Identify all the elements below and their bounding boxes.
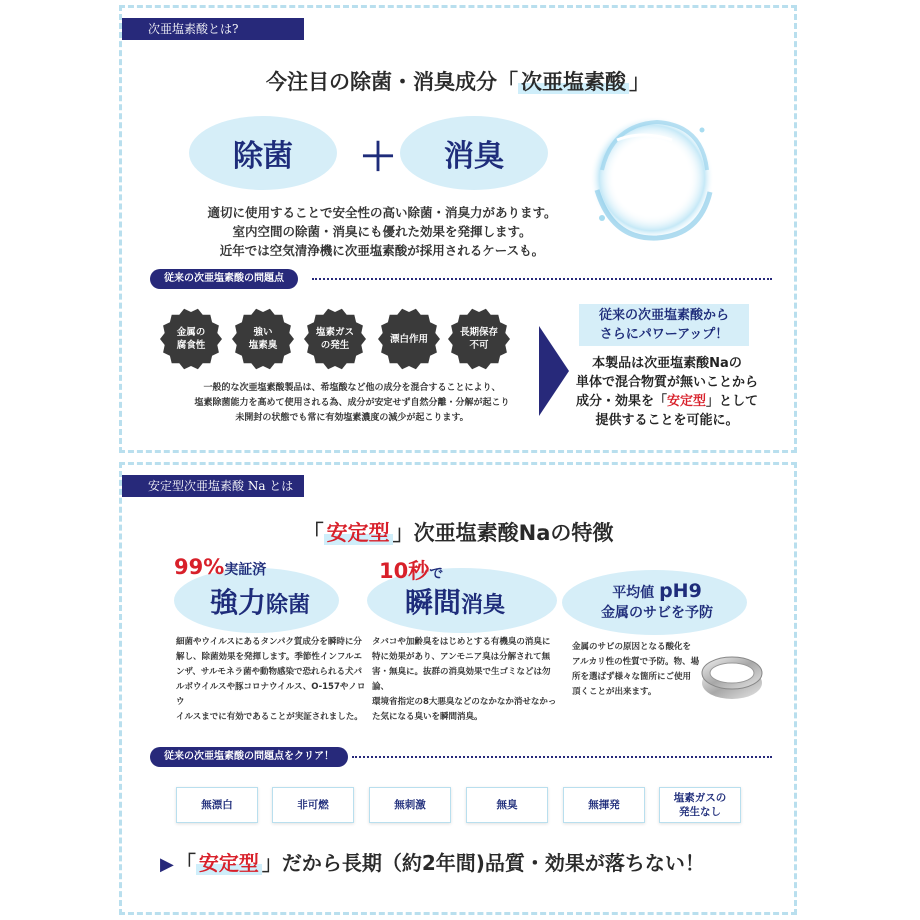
feature-title: 瞬間消臭 xyxy=(405,586,506,619)
headline-highlight: 次亜塩素酸 xyxy=(518,70,629,94)
problem-badge xyxy=(232,308,294,370)
plus-icon: ＋ xyxy=(359,135,398,179)
headline-suffix: 」 xyxy=(629,70,650,94)
description: 適切に使用することで安全性の高い除菌・消臭力があります。 室内空間の除菌・消臭にも優れた効果を発揮します。 近年では空気清浄機に次亜塩素酸が採用されるケースも。 xyxy=(207,205,557,258)
problem-badge xyxy=(160,308,222,370)
panel-what-is-hypochlorous xyxy=(119,5,797,453)
problem-badge-label: 塩素ガス の発生 xyxy=(315,327,354,351)
benefit-pill: 無揮発 xyxy=(563,787,645,823)
problem-badge-label: 漂白作用 xyxy=(389,333,428,345)
benefit-pill: 無刺激 xyxy=(369,787,451,823)
bottom-statement: ▶ 「 安定型 」だから長期（約2年間)品質・効果が落ちない！ xyxy=(160,851,705,875)
feature-text: タバコや加齢臭をはじめとする有機臭の消臭に 特に効果があり、アンモニア臭は分解されて無 害・無臭に。抜群の消臭効果で生ゴミなどは勿論、 環境省指定の8大悪臭などのなかなか消せなかっ た気になる臭いを瞬間消臭。 xyxy=(372,637,557,722)
feature-claim: 10秒で xyxy=(379,559,444,583)
problems-label: 従来の次亜塩素酸の問題点 xyxy=(150,269,298,289)
problem-badge-label: 強い 塩素臭 xyxy=(248,327,278,351)
feature-title: 強力除菌 xyxy=(210,586,311,619)
section-tag: 安定型次亜塩素酸 Na とは xyxy=(122,475,304,497)
product-description: 本製品は次亜塩素酸Naの 単体で混合物質が無いことから 成分・効果を「安定型」として 提供することを可能に。 xyxy=(575,356,759,428)
benefit-pill: 無漂白 xyxy=(176,787,258,823)
clear-label: 従来の次亜塩素酸の問題点をクリア！ xyxy=(150,747,348,767)
problem-badge-label: 長期保存 不可 xyxy=(459,327,498,351)
bubble-deodorize: 消臭 xyxy=(400,116,548,190)
problems-text: 一般的な次亜塩素酸製品は、希塩酸など他の成分を混合することにより、 塩素除菌能力を高めて使用される為、成分が安定せず自然分離・分解が起こり 未開封の状態でも常に有効塩素濃度の減少が起こります。 xyxy=(194,383,510,423)
problem-badge xyxy=(304,308,366,370)
triangle-icon: ▶ xyxy=(160,854,174,875)
benefit-pill: 非可燃 xyxy=(272,787,354,823)
dotted-divider xyxy=(312,278,772,280)
feature-text: 金属のサビの原因となる酸化を アルカリ性の性質で予防。物、場 所を選ばず様々な箇所にご使用 頂くことが出来ます。 xyxy=(572,642,700,697)
bubble-sterilize: 除菌 xyxy=(189,116,337,190)
benefit-pill: 無臭 xyxy=(466,787,548,823)
power-up-box: 従来の次亜塩素酸から さらにパワーアップ！ xyxy=(579,304,749,346)
dotted-divider xyxy=(352,756,772,758)
problem-badge xyxy=(448,308,510,370)
panel-stable-type xyxy=(119,462,797,915)
section-tag: 次亜塩素酸とは? xyxy=(122,18,304,40)
feature-text: 細菌やウイルスにあるタンパク質成分を瞬時に分 解し、除菌効果を発揮します。季節性インフルエ ンザ、サルモネラ菌や動物感染で恐れられる犬パ ルボウイルスや豚コロナウイルス、O-157やノロウ イルスまでに有効であることが実証されました。 xyxy=(176,637,366,722)
benefit-pill: 塩素ガスの 発生なし xyxy=(659,787,741,823)
feature-title: 平均値 pH9 金属のサビを予防 xyxy=(601,580,713,621)
problem-badge-label: 金属の 腐食性 xyxy=(176,327,206,351)
headline-prefix: 今注目の除菌・消臭成分「 xyxy=(266,70,518,94)
metal-ring-image xyxy=(697,645,767,705)
headline xyxy=(122,66,794,96)
feature-claim: 99%実証済 xyxy=(174,555,267,579)
water-splash-image xyxy=(582,100,722,250)
problem-badge xyxy=(378,308,440,370)
headline: 「 安定型 」次亜塩素酸Naの特徴 xyxy=(302,521,614,545)
